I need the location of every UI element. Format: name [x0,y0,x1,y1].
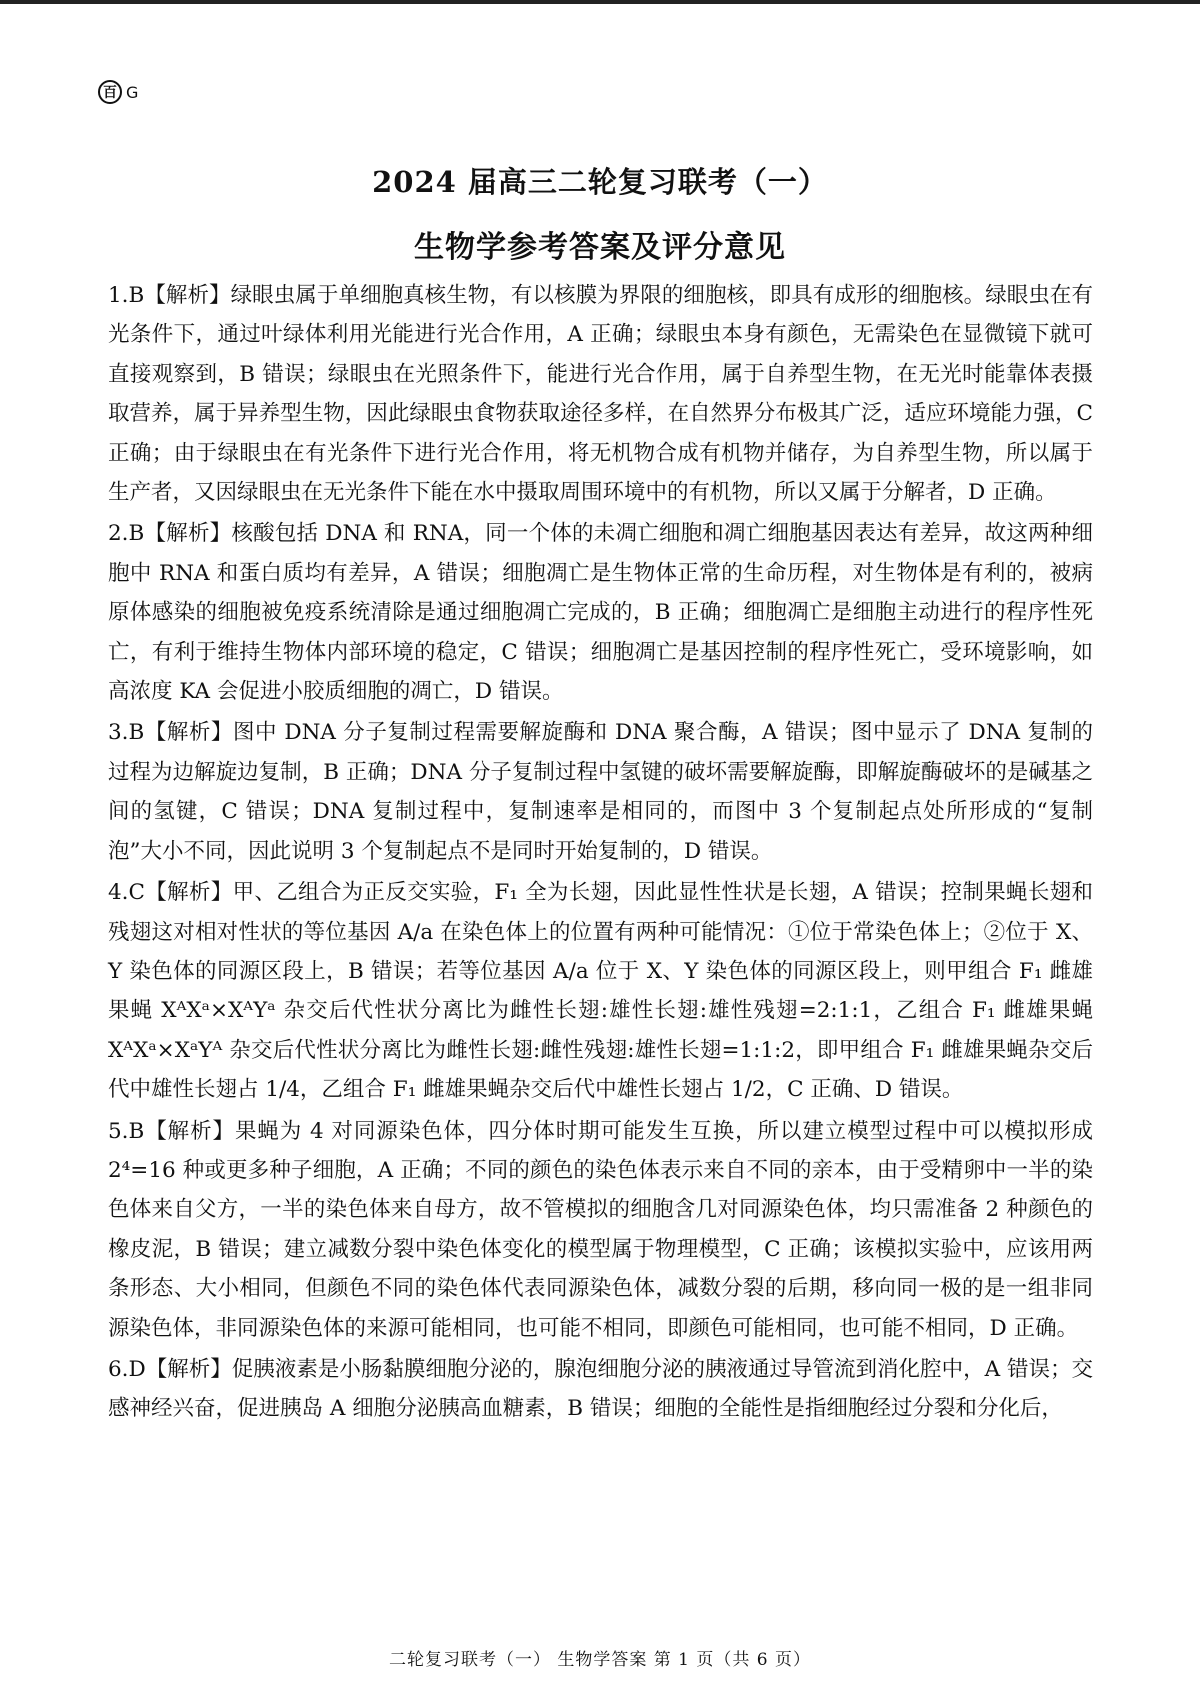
answer-text: 甲、乙组合为正反交实验，F₁ 全为长翅，因此显性性状是长翅，A 错误；控制果蝇长翅和残翅这对相对性状的等位基因 A/a 在染色体上的位置有两种可能情况：①位于常染色体上；②位于 X、Y 染色体的同源区段上，B 错误；若等位基因 A/a 位于 X、Y 染色体的同源区段上，则甲组合 F₁ 雌雄果蝇 XᴬXᵃ×XᴬYᵃ 杂交后代性状分离比为雌性长翅:雄性长翅:雄性残翅=2:1:1，乙组合 F₁ 雌雄果蝇 XᴬXᵃ×XᵃYᴬ 杂交后代性状分离比为雌性长翅:雌性残翅:雄性长翅=1:1:2，即甲组合 F₁ 雌雄果蝇杂交后代中雄性长翅占 1/4，乙组合 F₁ 雌雄果蝇杂交后代中雄性长翅占 1/2，C 正确、D 错误。 [108,880,1093,1103]
answer-text: 图中 DNA 分子复制过程需要解旋酶和 DNA 聚合酶，A 错误；图中显示了 DNA 复制的过程为边解旋边复制，B 正确；DNA 分子复制过程中氢键的破坏需要解旋酶，即解旋酶破坏的是碱基之间的氢键，C 错误；DNA 复制过程中，复制速率是相同的，而图中 3 个复制起点处所形成的“复制泡”大小不同，因此说明 3 个复制起点不是同时开始复制的，D 错误。 [108,720,1093,864]
answer-number: 1.B【解析】 [108,283,231,308]
answer-item [108,1350,1093,1429]
answer-list [108,276,1093,1429]
page-subtitle: 生物学参考答案及评分意见 [414,230,786,265]
answer-item [108,276,1093,512]
page-title: 2024 届高三二轮复习联考（一） [372,165,828,199]
seal-icon: 百 [98,80,122,104]
answer-number: 4.C【解析】 [108,880,233,906]
logo-mark: G [126,82,139,102]
answer-item [108,1112,1093,1348]
top-border-line [0,0,1200,4]
answer-text: 绿眼虫属于单细胞真核生物，有以核膜为界限的细胞核，即具有成形的细胞核。绿眼虫在有光条件下，通过叶绿体利用光能进行光合作用，A 正确；绿眼虫本身有颜色，无需染色在显微镜下就可直接观察到，B 错误；绿眼虫在光照条件下，能进行光合作用，属于自养型生物，在无光时能靠体表摄取营养，属于异养型生物，因此绿眼虫食物获取途径多样，在自然界分布极其广泛，适应环境能力强，C 正确；由于绿眼虫在有光条件下进行光合作用，将无机物合成有机物并储存，为自养型生物，所以属于生产者，又因绿眼虫在无光条件下能在水中摄取周围环境中的有机物，所以又属于分解者，D 正确。 [108,283,1093,506]
answer-item [108,514,1093,711]
answer-text: 核酸包括 DNA 和 RNA，同一个体的未凋亡细胞和凋亡细胞基因表达有差异，故这两种细胞中 RNA 和蛋白质均有差异，A 错误；细胞凋亡是生物体正常的生命历程，对生物体是有利的，被病原体感染的细胞被免疫系统清除是通过细胞凋亡完成的，B 正确；细胞凋亡是细胞主动进行的程序性死亡，有利于维持生物体内部环境的稳定，C 错误；细胞凋亡是基因控制的程序性死亡，受环境影响，如高浓度 KA 会促进小胶质细胞的凋亡，D 错误。 [108,521,1093,705]
answer-number: 6.D【解析】 [108,1356,232,1382]
answer-number: 5.B【解析】 [108,1118,235,1144]
answer-number: 3.B【解析】 [108,720,233,746]
page-footer: 二轮复习联考（一） 生物学答案 第 1 页（共 6 页） [388,1650,812,1670]
answer-item [108,713,1093,871]
answer-number: 2.B【解析】 [108,521,232,547]
header-logo [98,80,138,104]
answer-text: 果蝇为 4 对同源染色体，四分体时期可能发生互换，所以建立模型过程中可以模拟形成 2⁴=16 种或更多种子细胞，A 正确；不同的颜色的染色体表示来自不同的亲本，由于受精卵中一半的染色体来自父方，一半的染色体来自母方，故不管模拟的细胞含几对同源染色体，均只需准备 2 种颜色的橡皮泥，B 错误；建立减数分裂中染色体变化的模型属于物理模型，C 正确；该模拟实验中，应该用两条形态、大小相同，但颜色不同的染色体代表同源染色体，减数分裂的后期，移向同一极的是一组非同源染色体，非同源染色体的来源可能相同，也可能不相同，即颜色可能相同，也可能不相同，D 正确。 [108,1118,1093,1341]
answer-text: 促胰液素是小肠黏膜细胞分泌的，腺泡细胞分泌的胰液通过导管流到消化腔中，A 错误；交感神经兴奋，促进胰岛 A 细胞分泌胰高血糖素，B 错误；细胞的全能性是指细胞经过分裂和分化后， [108,1356,1093,1422]
answer-item [108,873,1093,1109]
